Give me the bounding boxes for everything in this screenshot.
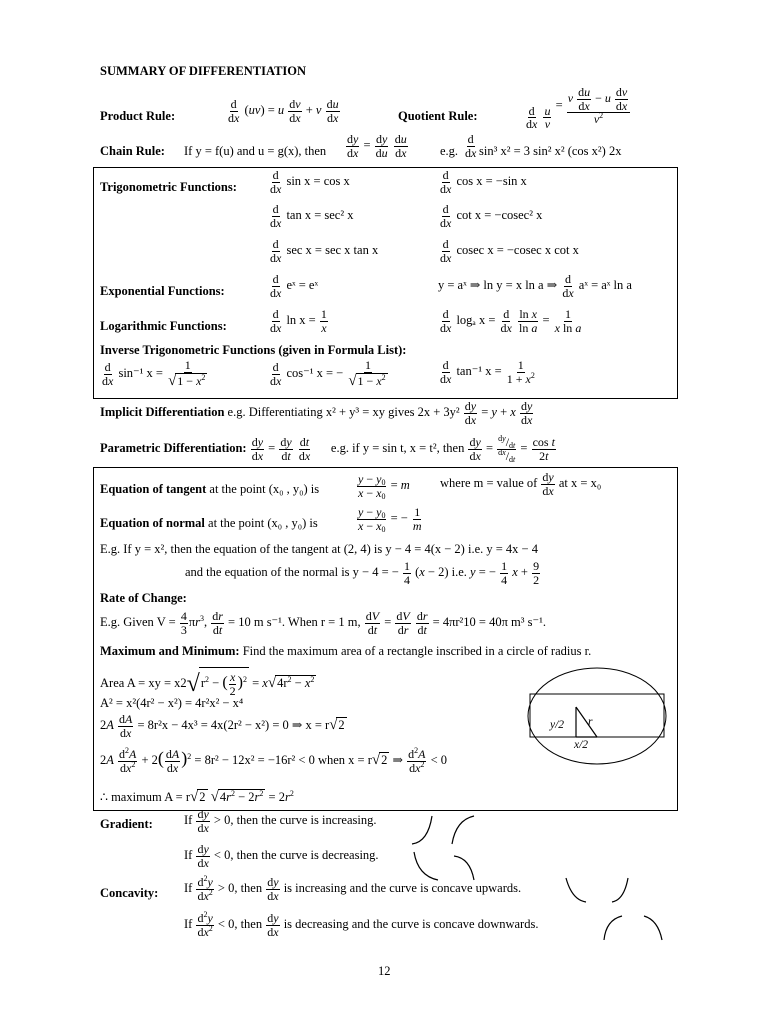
first-derivative-text: = 8r²x − 4x³ = 4x(2r² − x²) = 0 ⇒ x = r [137,717,330,732]
concave-down-mid: < 0, then [217,916,263,931]
increasing-concave-curve [412,816,432,844]
page-number: 12 [378,964,391,978]
product-rule-formula: $\frac{d}{dx}$ (uv) = u $\frac{dv}{dx}$ + v $\frac{du}{dx}$ [228,97,339,125]
normal-example: and the equation of the normal is y − 4 = − $\frac{1}{4}$ (x − 2) i.e. y = − $\frac{1}{4}$ x + $\frac{9}{2}$ [185,559,540,587]
diagram-y-half: y/2 [550,719,565,731]
gradient-dec-text: < 0, then the curve is decreasing. [213,847,379,862]
concave-down-left-curve [604,916,622,940]
chain-example-prefix: e.g. [440,144,459,158]
increasing-curves-sketch [408,812,488,848]
deriv-arcsin-text: sin⁻¹ x = [118,366,163,381]
inverse-trig-label: Inverse Trigonometric Functions (given in Formula List): [100,343,407,357]
area-prefix: Area A = xy = x2 [100,675,187,690]
concave-down-right-curve [644,916,662,940]
deriv-log-a-text: logₐ x = [456,312,496,327]
chain-example-frac: $\frac{d}{dx}$ [465,132,477,160]
deriv-sec-text: sec x = sec x tan x [286,242,379,257]
concave-up-if: If [184,880,193,895]
concave-up-right-curve [612,878,628,902]
deriv-ln-text: ln x = [286,312,316,327]
deriv-exp-a: y = aˣ ⇒ ln y = x ln a ⇒ $\frac{d}{dx}$ aˣ = aˣ ln a [438,272,632,300]
max-area-prefix: ∴ maximum A = r [100,790,191,804]
deriv-exp-text: eˣ = eˣ [286,277,319,292]
implicit-label: Implicit Differentiation [100,404,225,419]
circle-shape [528,668,666,764]
normal-formula: $\frac{y - y_0}{x - x_0}$ = − $\frac{1}{m}$ [358,505,422,534]
normal-label: Equation of normal [100,516,205,530]
normal-at-point: at the point (x₀ , y₀) is [208,516,318,530]
normal-line [100,517,318,530]
chain-rule-label: Chain Rule: [100,144,165,158]
gradient-inc-if: If [184,812,193,827]
diagram-x-half: x/2 [574,739,589,751]
deriv-tan: $\frac{d}{dx}$ tan x = sec² x [270,202,354,230]
gradient-decreasing: If $\frac{dy}{dx}$ < 0, then the curve is decreasing. [184,842,379,870]
concave-up-line: If $\frac{d^2y}{dx^2}$ > 0, then $\frac{dy}{dx}$ is increasing and the curve is concave upwards. [184,874,522,903]
diagram-r: r [588,716,593,728]
parametric-line: Parametric Differentiation: $\frac{dy}{dx}$ = $\frac{dy}{dt}$ $\frac{dt}{dx}$ e.g. if y = sin t, x = t², then $\frac{dy}{dx}$ = $\frac{^{dy}/_{dt}}{^{dx}/_{dt}}$ = $\frac{\text{cos t}}{2t}$ [100,434,555,464]
deriv-cos: $\frac{d}{dx}$ cos x = −sin x [440,168,527,196]
trig-label: Trigonometric Functions: [100,180,237,194]
parametric-label: Parametric Differentiation: [100,440,247,455]
gradient-definition: where m = value of $\frac{dy}{dx}$ at x = x₀ [440,470,602,498]
increasing-convex-curve [452,816,474,844]
deriv-exp-a-left: y = aˣ ⇒ ln y = x ln a ⇒ [438,277,558,292]
rate-mid: = 10 m s⁻¹. When r = 1 m, [228,614,361,629]
deriv-ln: $\frac{d}{dx}$ ln x = $\frac{1}{x}$ [270,307,327,335]
rate-label: Rate of Change: [100,591,187,605]
maxmin-text: Find the maximum area of a rectangle inscribed in a circle of radius r. [242,644,592,658]
quotient-rule-formula: $\frac{d}{dx}$ $\frac{u}{v}$ = v $\frac{du}{dx}$ − u $\frac{dv}{dx}$ $v^2$ [524,86,631,131]
deriv-arctan-text: tan⁻¹ x = [456,363,502,378]
concave-up-sketch [562,874,642,908]
deriv-arcsin: $\frac{d}{dx}$ sin⁻¹ x = $\frac{1}{√1 - x^2}$ [102,358,206,389]
deriv-exp: $\frac{d}{dx}$ eˣ = eˣ [270,272,319,300]
m-definition: where m = value of [440,475,538,490]
chain-rule-text: If y = f(u) and u = g(x), then [184,144,327,158]
second-derivative-text: = 8r² − 12x² = −16r² < 0 when x = r [194,752,372,767]
parametric-text: e.g. if y = sin t, x = t², then [330,440,465,455]
inscribed-rectangle-diagram [522,667,672,767]
rate-example: E.g. Given V = $\frac{4}{3}$ $\pi r^3$, $\frac{dr}{dt}$ = 10 m s⁻¹. When r = 1 m, $\frac{dV}{dt}$ = $\frac{dV}{dr}$ $\frac{dr}{dt}$ = 4πr²10 = 40π m³ s⁻¹. [100,609,546,637]
maxmin-line [100,645,591,658]
rate-end: = 4πr²10 = 40π m³ s⁻¹. [432,614,546,629]
deriv-sin-text: sin x = cos x [286,173,350,188]
page-title: SUMMARY OF DIFFERENTIATION [100,64,307,78]
tangent-line [100,483,319,496]
concave-down-if: If [184,916,193,931]
implicit-text: e.g. Differentiating x² + y³ = xy gives 2x + 3y² [227,404,460,419]
deriv-exp-a-right: aˣ = aˣ ln a [578,277,632,292]
deriv-cos-text: cos x = −sin x [456,173,527,188]
deriv-arctan: $\frac{d}{dx}$ tan⁻¹ x = $\frac{1}{1 + x^2}$ [440,358,535,386]
concave-up-end: is increasing and the curve is concave upwards. [283,880,522,895]
chain-rule-formula: $\frac{dy}{dx}$ = $\frac{dy}{du}$ $\frac{du}{dx}$ [347,132,407,160]
tangent-formula: $\frac{y - y_0}{x - x_0}$ = m [358,472,410,501]
log-label: Logarithmic Functions: [100,319,227,333]
deriv-cot: $\frac{d}{dx}$ cot x = −cosec² x [440,202,543,230]
tangent-at-point: at the point (x₀ , y₀) is [209,482,320,496]
deriv-arccos-text: cos⁻¹ x = − [286,366,344,381]
quotient-rule-label: Quotient Rule: [398,109,478,123]
tangent-example: E.g. If y = x², then the equation of the tangent at (2, 4) is y − 4 = 4(x − 2) i.e. y = 4x − 4 [100,542,538,556]
concave-down-end: is decreasing and the curve is concave downwards. [283,916,539,931]
tangent-label: Equation of tangent [100,482,207,496]
deriv-arccos: $\frac{d}{dx}$ cos⁻¹ x = − $\frac{1}{√1 - x^2}$ [270,358,386,389]
a-squared: A² = x²(4r² − x²) = 4r²x² − x⁴ [100,696,244,710]
area-formula: Area A = xy = $x2√r^2$ − ( $\frac{x}{2}$ )$^2 = x√4r^2 - x^2$ [100,667,316,697]
deriv-sin: $\frac{d}{dx}$ sin x = cos x [270,168,350,196]
deriv-sec: $\frac{d}{dx}$ sec x = sec x tan x [270,237,379,265]
rate-prefix: E.g. Given V = [100,614,176,629]
implicit-line: Implicit Differentiation e.g. Differentiating x² + y³ = xy gives 2x + 3y² $\frac{dy}{dx}$ = y + x $\frac{dy}{dx}$ [100,399,533,427]
concave-up-left-curve [566,878,586,902]
deriv-log-a: $\frac{d}{dx}$ logₐ x = $\frac{d}{dx}$ $\frac{\text{ln x}}{\text{ln a}}$ = $\frac{1}{\text{x ln a}}$ [440,307,582,335]
gradient-increasing: If $\frac{dy}{dx}$ > 0, then the curve is increasing. [184,807,377,835]
concave-down-sketch [600,910,670,944]
gradient-inc-text: > 0, then the curve is increasing. [213,812,377,827]
chain-example-result: sin³ x² = 3 sin² x² (cos x²) 2x [479,144,622,158]
deriv-cot-text: cot x = −cosec² x [456,207,543,222]
max-area-conclusion: ∴ maximum A = r√2 $√4r^2 - 2r^2 = 2r^2$ [100,789,294,805]
concavity-label: Concavity: [100,886,159,900]
maxmin-label: Maximum and Minimum: [100,644,240,658]
m-definition-suffix: at x = x₀ [558,475,602,490]
gradient-label: Gradient: [100,817,153,831]
gradient-dec-if: If [184,847,193,862]
normal-example-prefix: and the equation of the normal is y − 4 = − [185,564,399,579]
concave-down-line: If $\frac{d^2y}{dx^2}$ < 0, then $\frac{dy}{dx}$ is decreasing and the curve is concave downwards. [184,910,539,939]
deriv-tan-text: tan x = sec² x [286,207,354,222]
deriv-cosec: $\frac{d}{dx}$ cosec x = −cosec x cot x [440,237,579,265]
product-rule-label: Product Rule: [100,109,176,123]
concave-up-mid: > 0, then [217,880,263,895]
deriv-cosec-text: cosec x = −cosec x cot x [456,242,579,257]
radius-line [576,707,597,737]
exp-label: Exponential Functions: [100,284,225,298]
second-derivative-line: 2A $\frac{d^2A}{dx^2}$ + 2( $\frac{dA}{dx}$ )$^2$ = 8r² − 12x² = −16r² < 0 when x = r√2 ⇒ $\frac{d^2A}{dx^2}$ < 0 [100,746,447,775]
first-derivative-line: 2A $\frac{dA}{dx}$ = 8r²x − 4x³ = 4x(2r² − x²) = 0 ⇒ x = r√2 [100,712,345,740]
